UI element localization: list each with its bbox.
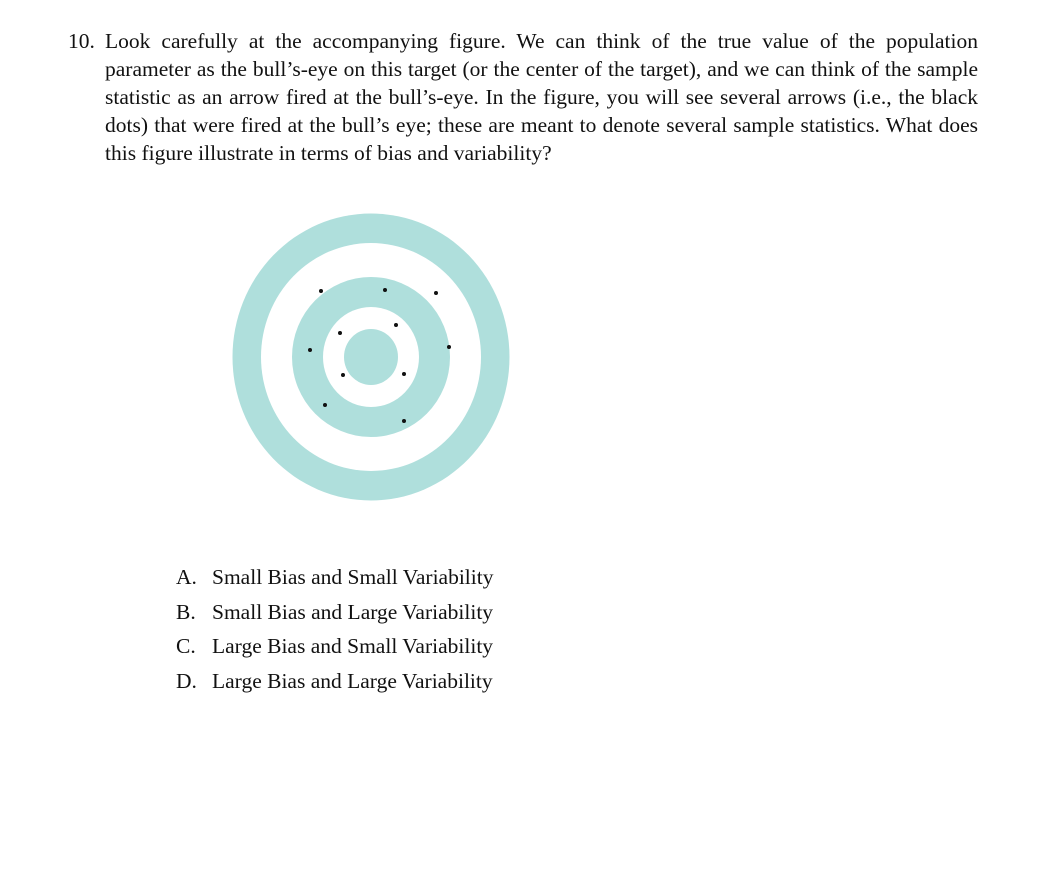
option-text: Small Bias and Large Variability xyxy=(212,599,494,624)
bullseye-target-svg xyxy=(232,213,510,501)
option-d[interactable] xyxy=(176,666,493,701)
arrow-dot xyxy=(323,403,327,407)
arrow-dot xyxy=(338,331,342,335)
option-text: Large Bias and Small Variability xyxy=(212,634,494,658)
option-letter: B. xyxy=(176,599,196,624)
arrow-dot xyxy=(383,288,387,292)
arrow-dot xyxy=(308,348,312,352)
option-letter: C. xyxy=(176,634,196,658)
option-c[interactable] xyxy=(176,631,493,666)
answer-options xyxy=(176,562,493,700)
option-a[interactable] xyxy=(176,562,493,597)
option-letter: A. xyxy=(176,565,197,589)
option-text: Small Bias and Small Variability xyxy=(212,565,494,589)
arrow-dot xyxy=(434,291,438,295)
arrow-dot xyxy=(394,323,398,327)
bullseye-target-figure xyxy=(232,213,510,501)
option-b[interactable] xyxy=(176,597,493,632)
option-text: Large Bias and Large Variability xyxy=(212,668,493,693)
arrow-dot xyxy=(402,372,406,376)
arrow-dot xyxy=(319,289,323,293)
arrow-dot xyxy=(402,419,406,423)
question xyxy=(68,27,978,167)
option-letter: D. xyxy=(176,668,197,693)
question-text: Look carefully at the accompanying figure. We can think of the true value of the population parameter as the bull’s-eye on this target (or the center of the target), and we can think of the sample statistic as an arrow fired at the bull’s-eye. In the figure, you will see several arrows (i.e., the black dots) that were fired at the bull’s eye; these are meant to denote several sample statistics. What does this figure illustrate in terms of bias and variability? xyxy=(105,29,978,165)
question-number: 10. xyxy=(68,29,95,53)
bullseye-center xyxy=(344,329,398,385)
arrow-dot xyxy=(341,373,345,377)
arrow-dot xyxy=(447,345,451,349)
